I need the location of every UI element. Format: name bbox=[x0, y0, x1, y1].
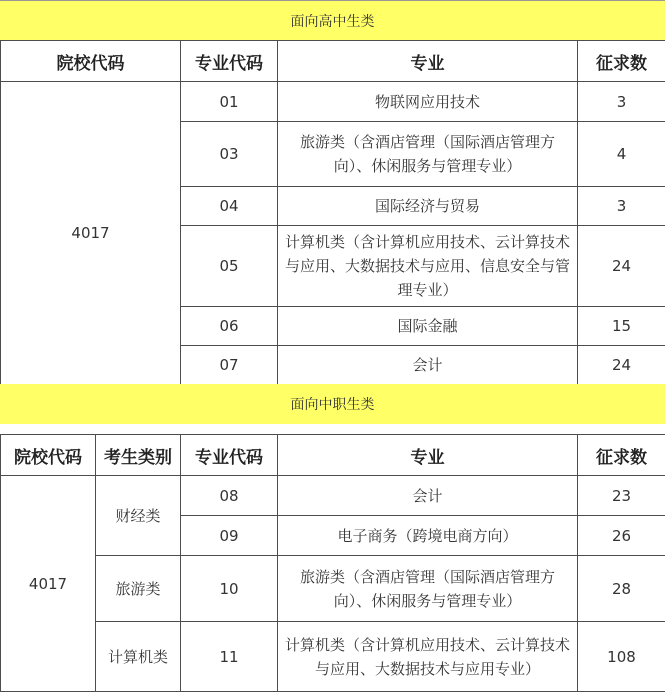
count-cell: 24 bbox=[578, 346, 665, 385]
category-cell-finance: 财经类 bbox=[96, 476, 181, 556]
major-cell: 旅游类（含酒店管理（国际酒店管理方向）、休闲服务与管理专业） bbox=[278, 556, 578, 622]
header-major-code: 专业代码 bbox=[181, 435, 278, 476]
header-school-code: 院校代码 bbox=[1, 435, 96, 476]
section1-title: 面向高中生类 bbox=[290, 13, 375, 30]
table-row bbox=[1, 556, 665, 622]
header-major: 专业 bbox=[278, 41, 578, 82]
table-row bbox=[1, 622, 665, 692]
major-code-cell: 01 bbox=[181, 82, 278, 122]
major-code-cell: 04 bbox=[181, 187, 278, 226]
category-cell-computer: 计算机类 bbox=[96, 622, 181, 692]
header-candidate-category: 考生类别 bbox=[96, 435, 181, 476]
section1-table bbox=[0, 40, 665, 385]
section2-title: 面向中职生类 bbox=[290, 397, 375, 413]
major-cell: 电子商务（跨境电商方向） bbox=[278, 516, 578, 556]
section2-banner bbox=[0, 384, 665, 424]
count-cell: 23 bbox=[578, 476, 665, 516]
header-major: 专业 bbox=[278, 435, 578, 476]
major-code-cell: 06 bbox=[181, 307, 278, 346]
count-cell: 3 bbox=[578, 82, 665, 122]
count-cell: 26 bbox=[578, 516, 665, 556]
header-count: 征求数 bbox=[578, 435, 665, 476]
major-cell: 会计 bbox=[278, 346, 578, 385]
school-code-cell: 4017 bbox=[1, 476, 96, 692]
count-cell: 28 bbox=[578, 556, 665, 622]
major-code-cell: 10 bbox=[181, 556, 278, 622]
table-header-row bbox=[1, 41, 665, 82]
school-code-cell: 4017 bbox=[1, 82, 181, 385]
major-cell: 物联网应用技术 bbox=[278, 82, 578, 122]
major-code-cell: 07 bbox=[181, 346, 278, 385]
section1-banner bbox=[0, 0, 665, 40]
major-code-cell: 11 bbox=[181, 622, 278, 692]
table-row bbox=[1, 82, 665, 122]
header-major-code: 专业代码 bbox=[181, 41, 278, 82]
major-cell: 会计 bbox=[278, 476, 578, 516]
major-code-cell: 09 bbox=[181, 516, 278, 556]
header-school-code: 院校代码 bbox=[1, 41, 181, 82]
major-code-cell: 08 bbox=[181, 476, 278, 516]
major-cell: 国际经济与贸易 bbox=[278, 187, 578, 226]
count-cell: 3 bbox=[578, 187, 665, 226]
category-cell-tourism: 旅游类 bbox=[96, 556, 181, 622]
major-code-cell: 05 bbox=[181, 226, 278, 307]
count-cell: 4 bbox=[578, 122, 665, 187]
major-cell: 计算机类（含计算机应用技术、云计算技术与应用、大数据技术与应用专业） bbox=[278, 622, 578, 692]
major-code-cell: 03 bbox=[181, 122, 278, 187]
header-count: 征求数 bbox=[578, 41, 665, 82]
table-row bbox=[1, 476, 665, 516]
section2-table bbox=[0, 434, 665, 692]
count-cell: 24 bbox=[578, 226, 665, 307]
count-cell: 15 bbox=[578, 307, 665, 346]
table-header-row bbox=[1, 435, 665, 476]
major-cell: 旅游类（含酒店管理（国际酒店管理方向）、休闲服务与管理专业） bbox=[278, 122, 578, 187]
major-cell: 国际金融 bbox=[278, 307, 578, 346]
count-cell: 108 bbox=[578, 622, 665, 692]
major-cell: 计算机类（含计算机应用技术、云计算技术与应用、大数据技术与应用、信息安全与管理专业） bbox=[278, 226, 578, 307]
